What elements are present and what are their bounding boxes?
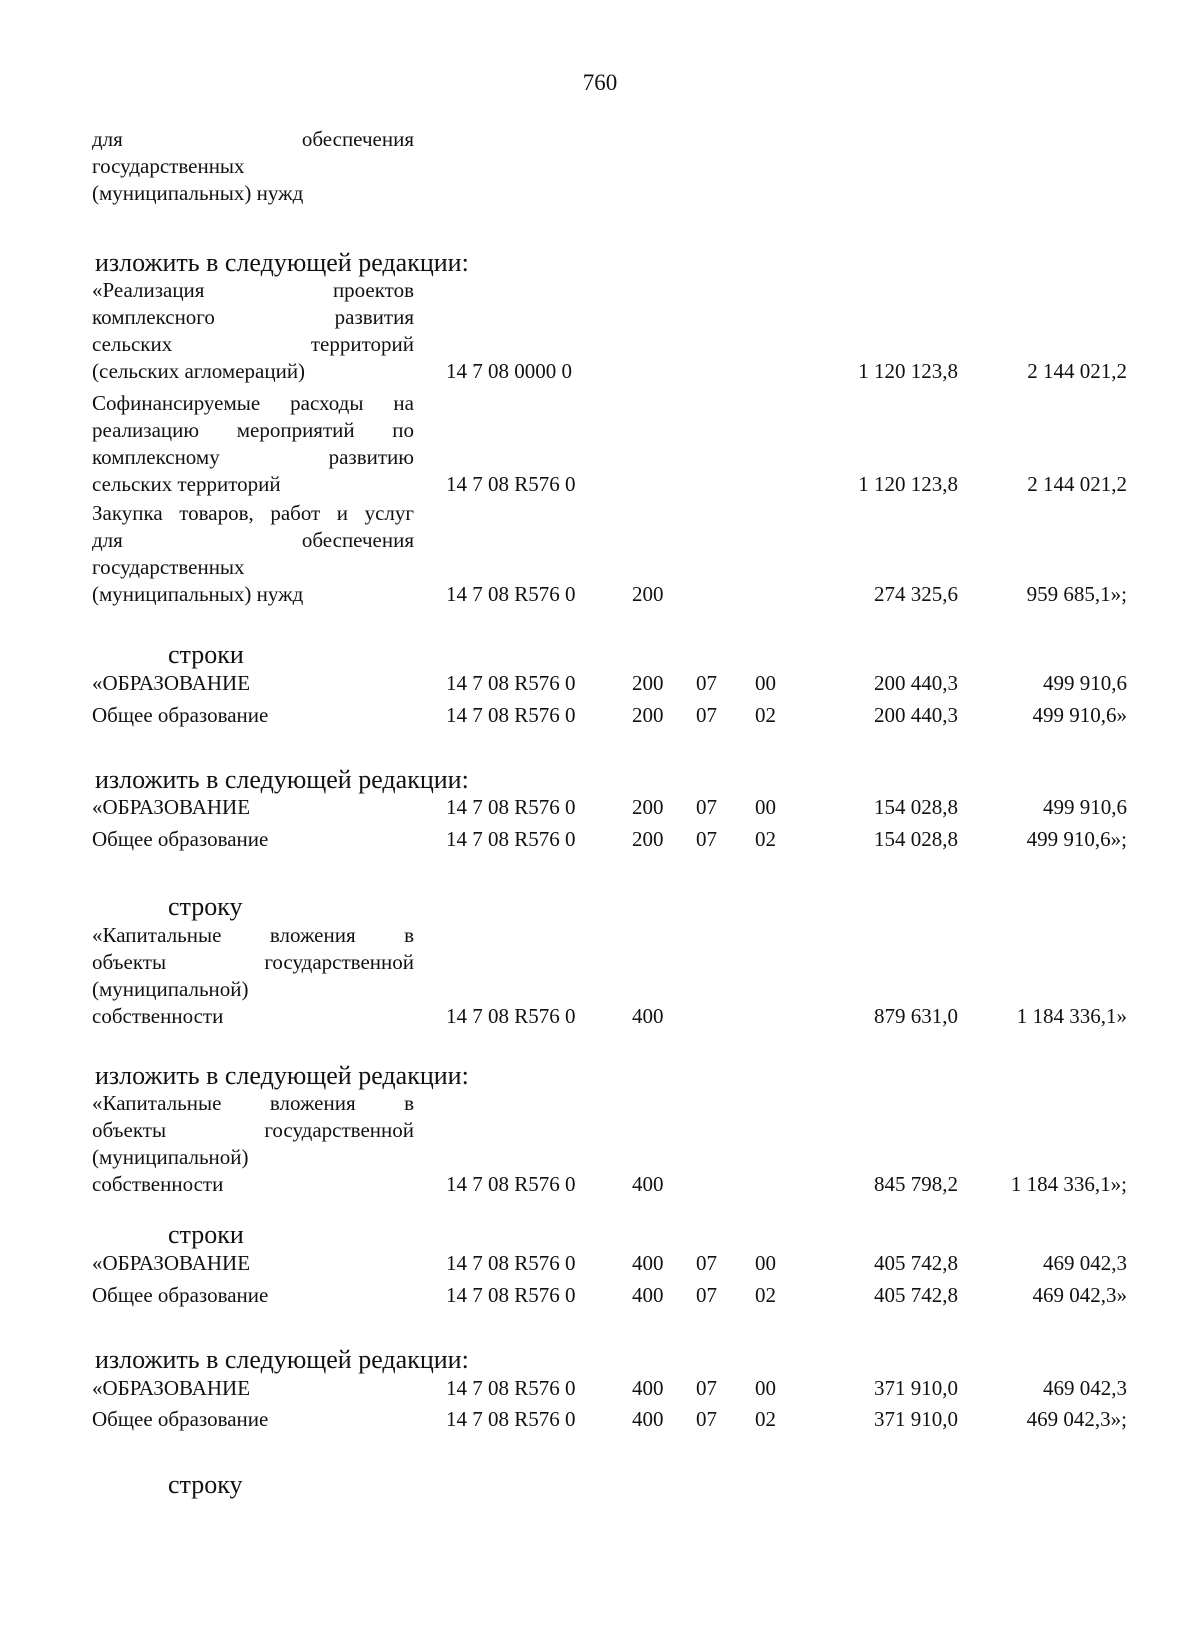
expense-type-code: 400 [632, 1251, 664, 1275]
section-code: 07 [696, 1283, 717, 1307]
section-code: 07 [696, 795, 717, 819]
row-name [92, 277, 414, 385]
amount-year-1: 405 742,8 [874, 1251, 958, 1275]
row-name [92, 500, 414, 608]
target-article-code: 14 7 08 R576 0 [446, 1251, 576, 1275]
amount-year-1: 845 798,2 [874, 1172, 958, 1196]
amount-year-2: 959 685,1»; [1026, 582, 1127, 606]
row-name-line: (сельских агломераций) [92, 359, 306, 383]
row-name [92, 922, 414, 1030]
row-name [92, 826, 414, 853]
expense-type-code: 400 [632, 1172, 664, 1196]
amount-year-2: 2 144 021,2 [1027, 359, 1127, 383]
amount-year-1: 274 325,6 [874, 582, 958, 606]
target-article-code: 14 7 08 R576 0 [446, 582, 576, 606]
row-name-line: «Капитальные вложения в [92, 923, 414, 947]
amount-year-2: 1 184 336,1» [1016, 1004, 1127, 1028]
subsection-code: 00 [755, 795, 776, 819]
target-article-code: 14 7 08 R576 0 [446, 1376, 576, 1400]
section-code: 07 [696, 1407, 717, 1431]
row-name-line: комплексного развития [92, 305, 414, 329]
row-name [92, 390, 414, 498]
amendment-instruction: изложить в следующей редакции: [95, 1345, 469, 1374]
row-name-line: (муниципальных) нужд [92, 181, 304, 205]
row-name-line: «ОБРАЗОВАНИЕ [92, 1251, 251, 1275]
amount-year-2: 499 910,6 [1043, 795, 1127, 819]
row-name-line: собственности [92, 1004, 224, 1028]
target-article-code: 14 7 08 R576 0 [446, 671, 576, 695]
target-article-code: 14 7 08 0000 0 [446, 359, 572, 383]
target-article-code: 14 7 08 R576 0 [446, 703, 576, 727]
row-name-line: «ОБРАЗОВАНИЕ [92, 1376, 251, 1400]
page-number: 760 [582, 70, 618, 95]
row-name-line: Общее образование [92, 703, 269, 727]
subsection-code: 02 [755, 703, 776, 727]
row-name [92, 702, 414, 729]
expense-type-code: 200 [632, 703, 664, 727]
row-name-line: (муниципальных) нужд [92, 582, 304, 606]
expense-type-code: 200 [632, 827, 664, 851]
target-article-code: 14 7 08 R576 0 [446, 1283, 576, 1307]
amendment-instruction: изложить в следующей редакции: [95, 765, 469, 794]
subsection-code: 02 [755, 1407, 776, 1431]
amendment-instruction: строку [168, 1470, 243, 1499]
target-article-code: 14 7 08 R576 0 [446, 1407, 576, 1431]
row-name-line: сельских территорий [92, 472, 281, 496]
row-name [92, 670, 414, 697]
expense-type-code: 400 [632, 1283, 664, 1307]
target-article-code: 14 7 08 R576 0 [446, 1172, 576, 1196]
row-name [92, 1090, 414, 1198]
row-name-line: государственных [92, 555, 245, 579]
row-name-line: (муниципальной) [92, 977, 249, 1001]
section-code: 07 [696, 1376, 717, 1400]
row-name [92, 1375, 414, 1402]
row-name-line: Общее образование [92, 827, 269, 851]
amount-year-1: 371 910,0 [874, 1376, 958, 1400]
row-name [92, 794, 414, 821]
section-code: 07 [696, 1251, 717, 1275]
row-name-line: для обеспечения [92, 528, 414, 552]
amendment-instruction: строки [168, 640, 244, 669]
amount-year-2: 499 910,6»; [1026, 827, 1127, 851]
expense-type-code: 200 [632, 671, 664, 695]
row-name-line: «ОБРАЗОВАНИЕ [92, 795, 251, 819]
row-name [92, 1282, 414, 1309]
amount-year-1: 879 631,0 [874, 1004, 958, 1028]
amount-year-2: 499 910,6 [1043, 671, 1127, 695]
section-code: 07 [696, 827, 717, 851]
subsection-code: 02 [755, 827, 776, 851]
row-name-line: для обеспечения [92, 127, 414, 151]
amendment-instruction: изложить в следующей редакции: [95, 248, 469, 277]
amendment-instruction: строки [168, 1220, 244, 1249]
amount-year-1: 1 120 123,8 [858, 472, 958, 496]
amount-year-1: 200 440,3 [874, 703, 958, 727]
amount-year-2: 469 042,3 [1043, 1251, 1127, 1275]
amount-year-1: 1 120 123,8 [858, 359, 958, 383]
subsection-code: 02 [755, 1283, 776, 1307]
row-name-line: государственных [92, 154, 245, 178]
amount-year-2: 469 042,3» [1032, 1283, 1127, 1307]
row-name [92, 126, 414, 207]
amendment-instruction: строку [168, 892, 243, 921]
amount-year-1: 154 028,8 [874, 827, 958, 851]
expense-type-code: 400 [632, 1004, 664, 1028]
target-article-code: 14 7 08 R576 0 [446, 795, 576, 819]
expense-type-code: 400 [632, 1407, 664, 1431]
expense-type-code: 400 [632, 1376, 664, 1400]
target-article-code: 14 7 08 R576 0 [446, 827, 576, 851]
target-article-code: 14 7 08 R576 0 [446, 472, 576, 496]
row-name-line: комплексному развитию [92, 445, 414, 469]
row-name-line: собственности [92, 1172, 224, 1196]
row-name-line: «Капитальные вложения в [92, 1091, 414, 1115]
amount-year-1: 371 910,0 [874, 1407, 958, 1431]
amount-year-1: 200 440,3 [874, 671, 958, 695]
row-name-line: «Реализация проектов [92, 278, 414, 302]
target-article-code: 14 7 08 R576 0 [446, 1004, 576, 1028]
amount-year-2: 469 042,3»; [1026, 1407, 1127, 1431]
section-code: 07 [696, 703, 717, 727]
row-name-line: Закупка товаров, работ и услуг [92, 501, 414, 525]
row-name-line: Общее образование [92, 1283, 269, 1307]
amount-year-2: 469 042,3 [1043, 1376, 1127, 1400]
row-name-line: сельских территорий [92, 332, 414, 356]
row-name [92, 1250, 414, 1277]
row-name-line: объекты государственной [92, 950, 414, 974]
row-name-line: (муниципальной) [92, 1145, 249, 1169]
row-name [92, 1406, 414, 1433]
amendment-instruction: изложить в следующей редакции: [95, 1061, 469, 1090]
row-name-line: Общее образование [92, 1407, 269, 1431]
subsection-code: 00 [755, 671, 776, 695]
amount-year-2: 2 144 021,2 [1027, 472, 1127, 496]
row-name-line: Софинансируемые расходы на [92, 391, 414, 415]
subsection-code: 00 [755, 1251, 776, 1275]
amount-year-1: 405 742,8 [874, 1283, 958, 1307]
expense-type-code: 200 [632, 582, 664, 606]
expense-type-code: 200 [632, 795, 664, 819]
section-code: 07 [696, 671, 717, 695]
amount-year-2: 1 184 336,1»; [1010, 1172, 1127, 1196]
row-name-line: «ОБРАЗОВАНИЕ [92, 671, 251, 695]
row-name-line: объекты государственной [92, 1118, 414, 1142]
row-name-line: реализацию мероприятий по [92, 418, 414, 442]
amount-year-1: 154 028,8 [874, 795, 958, 819]
amount-year-2: 499 910,6» [1032, 703, 1127, 727]
subsection-code: 00 [755, 1376, 776, 1400]
